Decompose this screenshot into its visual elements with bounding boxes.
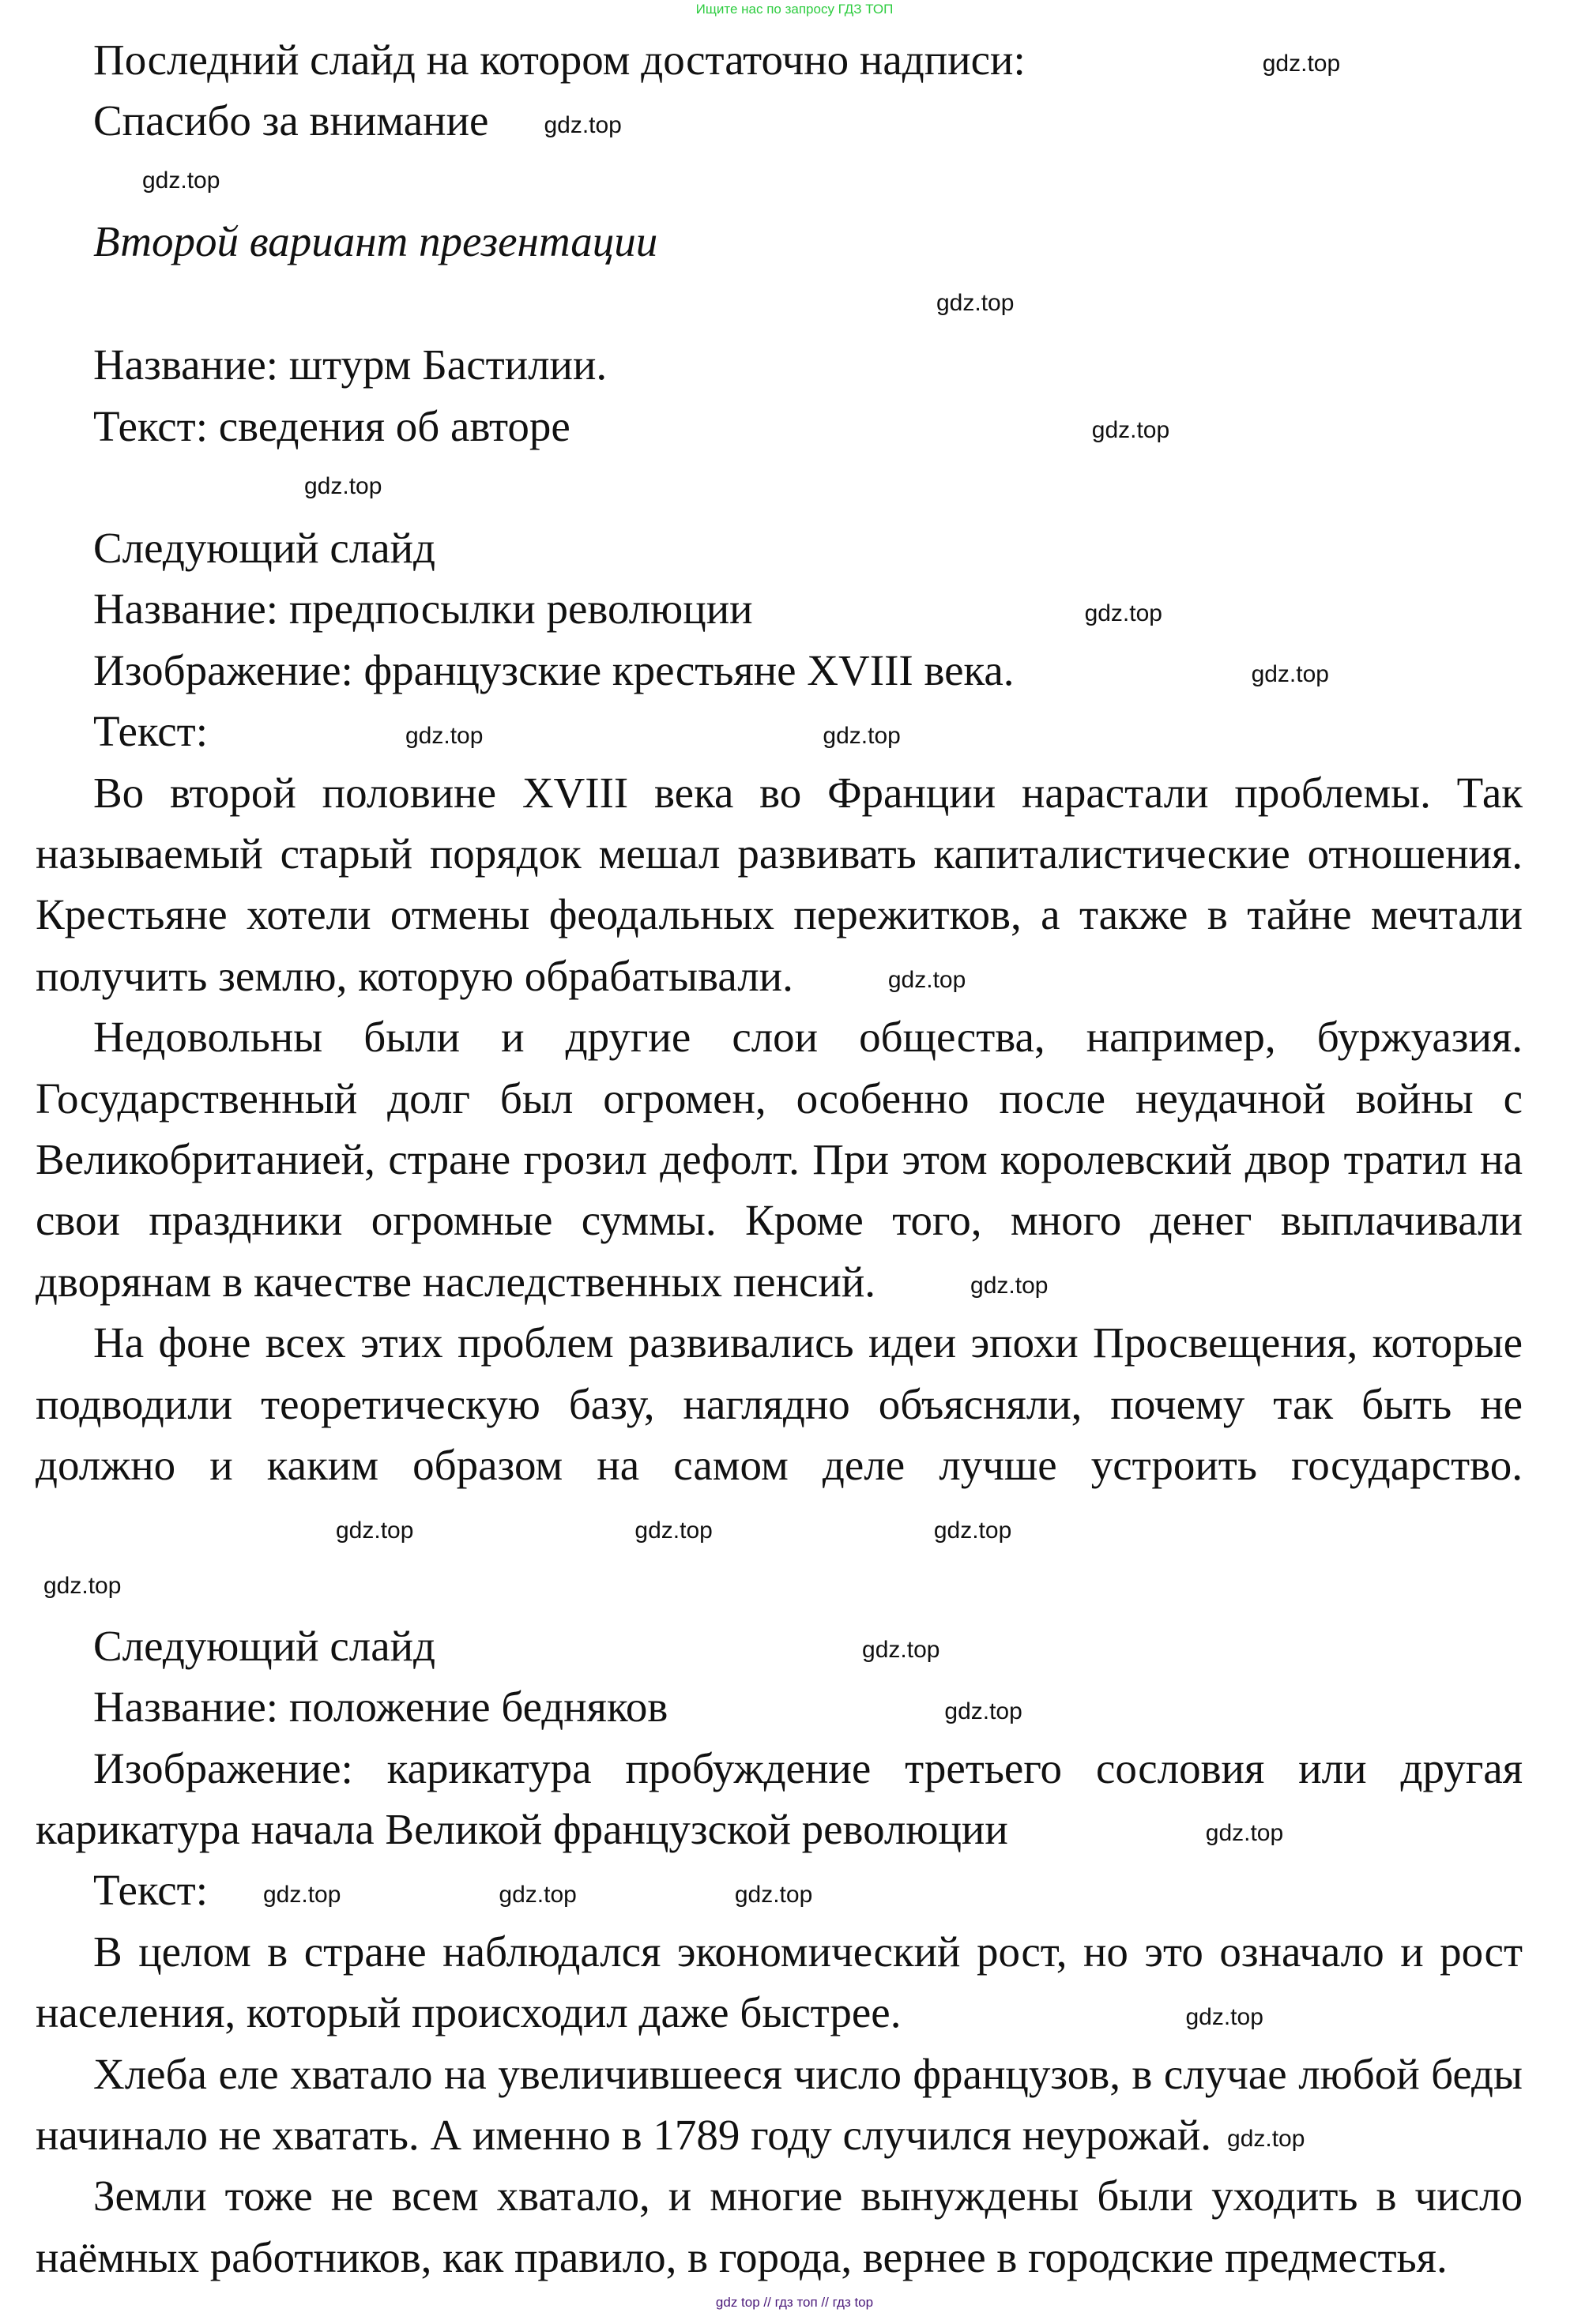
paragraph-text: В целом в стране наблюдался экономический рост, но это означало и рост населения, который происходил даже быстрее. — [36, 1927, 1523, 2037]
paragraph — [36, 2165, 1523, 2288]
watermark: gdz.top — [263, 1881, 341, 1908]
watermark: gdz.top — [1084, 600, 1162, 626]
paragraph-text: Недовольны были и другие слои общества, например, буржуазия. Государственный долг был огромен, особенно после неудачной войны с Великобританией, стране грозил дефолт. При этом королевский двор тратил на свои праздники огромные суммы. Кроме того, много денег выплачивали дворянам в качестве наследственных пенсий. — [36, 1013, 1523, 1306]
document-body — [36, 29, 1523, 2288]
paragraph — [36, 1006, 1523, 1312]
watermark: gdz.top — [405, 722, 484, 749]
watermark: gdz.top — [634, 1517, 713, 1544]
paragraph — [36, 1738, 1523, 1860]
text-line — [36, 29, 1523, 90]
line-text: Изображение: французские крестьяне XVIII века. — [93, 645, 1015, 694]
paragraph — [36, 1312, 1523, 1557]
text-line — [36, 701, 1523, 762]
watermark: gdz.top — [862, 1637, 940, 1664]
line-text: Название: положение бедняков — [93, 1683, 668, 1732]
line-text: Текст: — [93, 707, 208, 756]
spacer — [36, 457, 1523, 517]
line-text: Текст: сведения об авторе — [93, 401, 570, 450]
watermark: gdz.top — [933, 1517, 1012, 1544]
top-banner[interactable]: Ищите нас по запросу ГДЗ ТОП — [695, 2, 894, 17]
watermark: gdz.top — [734, 1881, 813, 1908]
text-line — [36, 1860, 1523, 1920]
line-text: Следующий слайд — [93, 1621, 436, 1670]
line-text: Второй вариант презентации — [93, 216, 658, 265]
text-line — [36, 517, 1523, 578]
watermark: gdz.top — [336, 1517, 414, 1544]
watermark: gdz.top — [970, 1273, 1049, 1299]
spacer — [36, 152, 1523, 211]
watermark: gdz.top — [304, 473, 382, 500]
line-text: Название: предпосылки революции — [93, 585, 753, 634]
paragraph — [36, 1921, 1523, 2044]
watermark: gdz.top — [1251, 661, 1329, 688]
text-line — [36, 334, 1523, 395]
line-text: Название: штурм Бастилии. — [93, 340, 608, 389]
paragraph-text: Изображение: карикатура пробуждение третьего сословия или другая карикатура начала Великой французской революции — [36, 1743, 1523, 1853]
watermark: gdz.top — [1185, 2003, 1263, 2030]
watermark: gdz.top — [499, 1881, 577, 1908]
paragraph-text: Хлеба еле хватало на увеличившееся число французов, в случае любой беды начинало не хватать. А именно в 1789 году случился неурожай. — [36, 2049, 1523, 2159]
text-line — [36, 640, 1523, 701]
spacer — [36, 1557, 1523, 1615]
line-text: Текст: — [93, 1866, 208, 1915]
watermark: gdz.top — [1262, 51, 1341, 77]
watermark: gdz.top — [1091, 416, 1170, 443]
watermark: gdz.top — [142, 167, 220, 194]
paragraph — [36, 762, 1523, 1007]
text-line — [36, 90, 1523, 151]
paragraph-text: На фоне всех этих проблем развивались идеи эпохи Просвещения, которые подводили теоретическую базу, наглядно объясняли, почему так быть не должно и каким образом на самом деле лучше устроить государство. — [36, 1318, 1523, 1489]
watermark: gdz.top — [1205, 1820, 1284, 1847]
watermark: gdz.top — [544, 111, 622, 138]
watermark: gdz.top — [43, 1572, 122, 1599]
line-text: Последний слайд на котором достаточно надписи: — [93, 36, 1026, 84]
section-heading — [36, 211, 1523, 272]
spacer — [36, 272, 1523, 334]
watermark: gdz.top — [944, 1698, 1022, 1724]
text-line — [36, 1676, 1523, 1737]
paragraph — [36, 2044, 1523, 2166]
watermark: gdz.top — [936, 289, 1015, 316]
watermark: gdz.top — [823, 722, 901, 749]
watermark: gdz.top — [887, 967, 966, 994]
bottom-banner[interactable]: gdz top // гдз топ // гдз top — [715, 2295, 874, 2310]
line-text: Следующий слайд — [93, 523, 436, 572]
watermark: gdz.top — [1227, 2126, 1305, 2153]
paragraph-text: Земли тоже не всем хватало, и многие вынуждены были уходить в число наёмных работников, как правило, в города, вернее в городские предместья. — [36, 2172, 1523, 2281]
text-line — [36, 578, 1523, 639]
line-text: Спасибо за внимание — [93, 96, 489, 145]
text-line — [36, 396, 1523, 457]
text-line — [36, 1615, 1523, 1676]
paragraph-text: Во второй половине XVIII века во Франции нарастали проблемы. Так называемый старый порядок мешал развивать капиталистические отношения. Крестьяне хотели отмены феодальных пережитков, а также в тайне мечтали получить землю, которую обрабатывали. — [36, 768, 1523, 1000]
